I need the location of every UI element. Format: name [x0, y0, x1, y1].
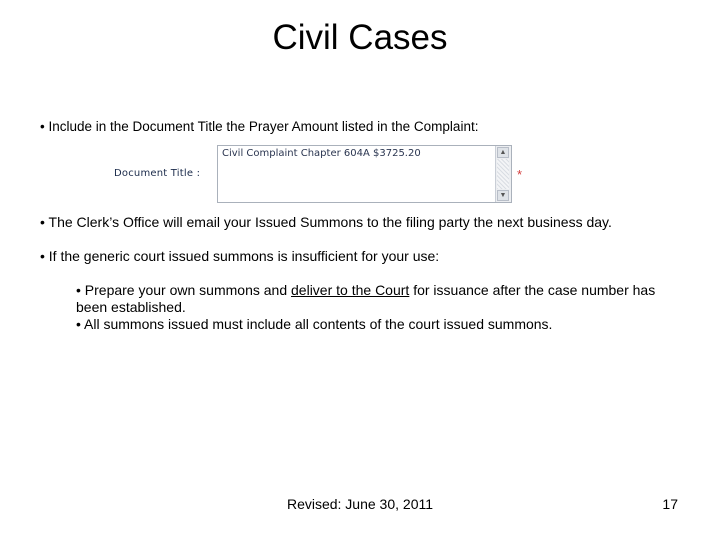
deliver-to-court-link[interactable]: deliver to the Court [291, 282, 410, 298]
bullet-email-summons: • The Clerk’s Office will email your Issued Summons to the filing party the next business day. [40, 214, 612, 230]
field-scrollbar[interactable] [495, 146, 511, 202]
scroll-down-icon[interactable]: ▼ [497, 190, 509, 201]
prepare-text-suffix: for issuance after the case number has been established. [76, 282, 656, 315]
revised-date: Revised: June 30, 2011 [286, 496, 434, 512]
page-number: 17 [662, 496, 678, 512]
prepare-text-prefix: • Prepare your own summons and [76, 282, 292, 298]
sub-bullet-prepare [76, 282, 676, 316]
document-title-value: Civil Complaint Chapter 604A $3725.20 [222, 148, 421, 159]
bullet-document-title: • Include in the Document Title the Prayer Amount listed in the Complaint: [40, 119, 479, 134]
required-marker: * [517, 167, 523, 182]
sub-bullet-all-summons: • All summons issued must include all contents of the court issued summons. [76, 316, 553, 332]
scroll-track[interactable] [497, 159, 509, 189]
sub-bullet-list [76, 282, 676, 333]
document-title-field[interactable] [217, 145, 512, 203]
slide-title: Civil Cases [272, 18, 448, 57]
scroll-up-icon[interactable]: ▲ [497, 147, 509, 158]
document-title-label: Document Title : [114, 168, 201, 179]
bullet-generic-summons: • If the generic court issued summons is insufficient for your use: [40, 248, 440, 264]
